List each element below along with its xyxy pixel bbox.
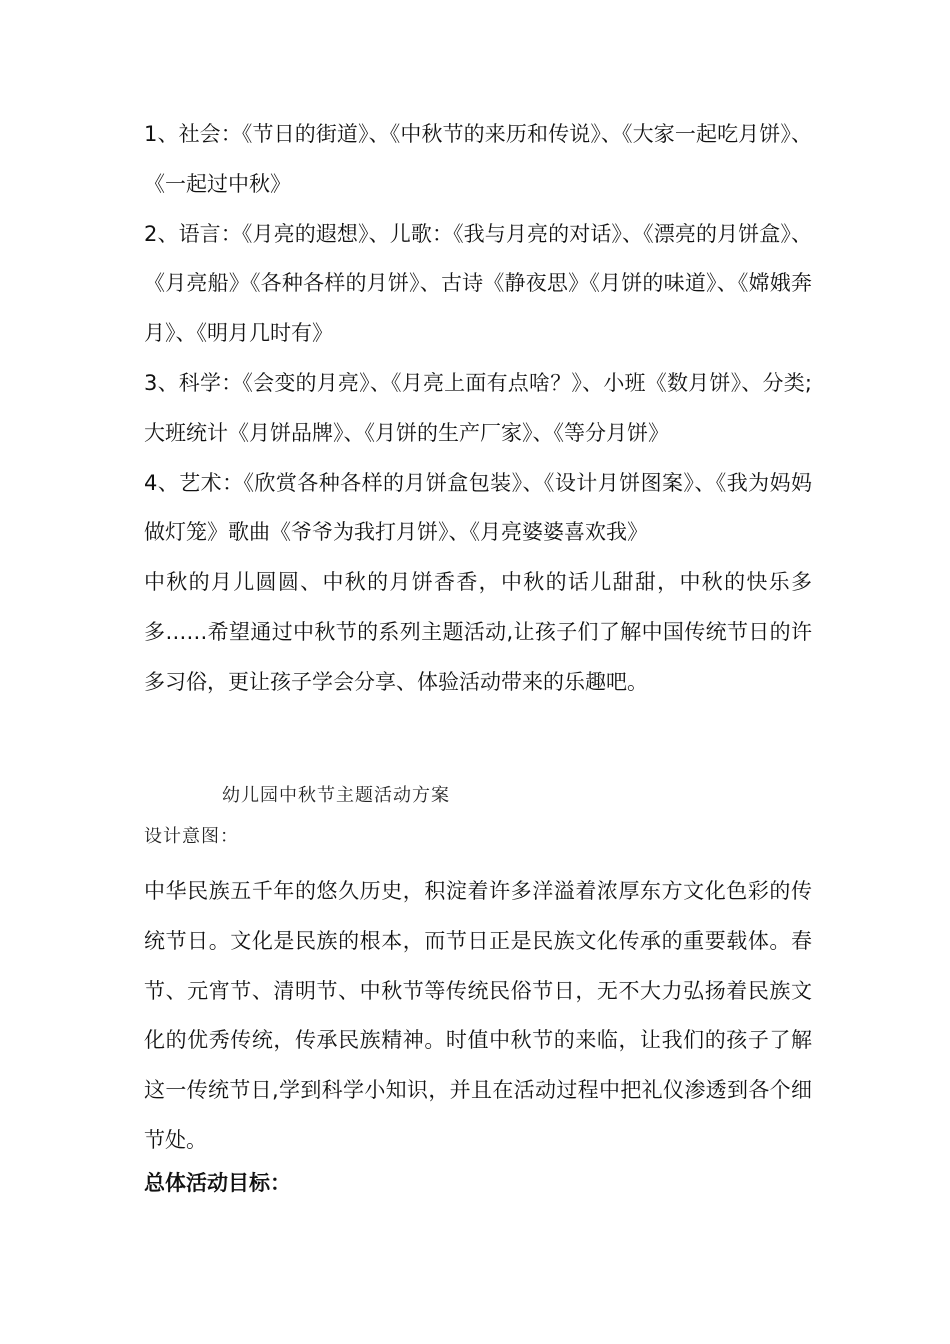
list-item-social: 1、社会：《节日的街道》、《中秋节的来历和传说》、《大家一起吃月饼》、《一起过中秋》	[144, 122, 812, 196]
list-item-art: 4、艺术：《欣赏各种各样的月饼盒包装》、《设计月饼图案》、《我为妈妈做灯笼》歌曲《爷爷为我打月饼》、《月亮婆婆喜欢我》	[144, 470, 812, 545]
activity-list	[144, 110, 812, 708]
body-paragraph: 中华民族五千年的悠久历史，积淀着许多洋溢着浓厚东方文化色彩的传统节日。文化是民族的根本，而节日正是民族文化传承的重要载体。春节、元宵节、清明节、中秋节等传统民俗节日，无不大力弘扬着民族文化的优秀传统，传承民族精神。时值中秋节的来临，让我们的孩子了解这一传统节日,学到科学小知识，并且在活动过程中把礼仪渗透到各个细节处。	[144, 879, 812, 1152]
list-item-science: 3、科学：《会变的月亮》、《月亮上面有点啥？》、小班《数月饼》、分类;大班统计《月饼品牌》、《月饼的生产厂家》、《等分月饼》	[144, 370, 812, 445]
plan-title: 幼儿园中秋节主题活动方案	[222, 785, 450, 806]
closing-paragraph: 中秋的月儿圆圆、中秋的月饼香香，中秋的话儿甜甜，中秋的快乐多多……希望通过中秋节的系列主题活动,让孩子们了解中国传统节日的许多习俗，更让孩子学会分享、体验活动带来的乐趣吧。	[144, 570, 812, 694]
goal-heading: 总体活动目标：	[144, 1171, 291, 1195]
list-item-language: 2、语言：《月亮的遐想》、儿歌：《我与月亮的对话》、《漂亮的月饼盒》、《月亮船》《各种各样的月饼》、古诗《静夜思》《月饼的味道》、《嫦娥奔月》、《明月几时有》	[144, 221, 812, 346]
design-intent-body	[144, 867, 812, 1166]
design-intent-label: 设计意图：	[144, 826, 239, 847]
